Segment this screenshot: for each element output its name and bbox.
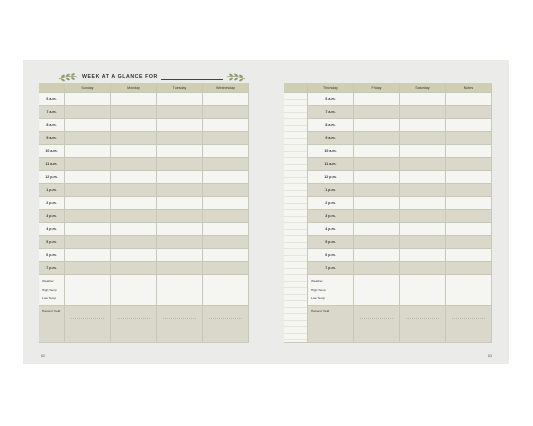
- schedule-slot[interactable]: [157, 93, 203, 106]
- schedule-slot[interactable]: [157, 145, 203, 158]
- schedule-slot[interactable]: [446, 197, 492, 210]
- notes-header: Notes: [446, 83, 492, 93]
- time-label: 3 p.m.: [308, 210, 354, 223]
- schedule-slot[interactable]: [446, 145, 492, 158]
- time-label: 2 p.m.: [308, 197, 354, 210]
- schedule-slot[interactable]: [203, 210, 249, 223]
- schedule-slot[interactable]: [354, 262, 400, 275]
- schedule-slot[interactable]: [354, 158, 400, 171]
- schedule-slot[interactable]: [446, 210, 492, 223]
- schedule-slot[interactable]: [65, 249, 111, 262]
- day-header: Friday: [354, 83, 400, 93]
- schedule-slot[interactable]: [65, 171, 111, 184]
- schedule-slot[interactable]: [400, 158, 446, 171]
- weather-label: Weather: [311, 279, 323, 283]
- time-label: 3 p.m.: [39, 210, 65, 223]
- schedule-slot[interactable]: [203, 93, 249, 106]
- page-title: [58, 72, 248, 82]
- weather-label: High Temp: [42, 287, 57, 292]
- harvest-entry[interactable]: [65, 306, 111, 343]
- harvest-entry[interactable]: [111, 306, 157, 343]
- schedule-slot[interactable]: [354, 210, 400, 223]
- schedule-slot[interactable]: [446, 262, 492, 275]
- schedule-slot[interactable]: [111, 171, 157, 184]
- time-label: 6 p.m.: [39, 249, 65, 262]
- time-label: 4 p.m.: [308, 223, 354, 236]
- schedule-slot[interactable]: [111, 197, 157, 210]
- schedule-slot[interactable]: [400, 184, 446, 197]
- schedule-slot[interactable]: [111, 223, 157, 236]
- schedule-slot[interactable]: [400, 236, 446, 249]
- weather-entry[interactable]: [354, 275, 400, 306]
- weather-entry[interactable]: [111, 275, 157, 306]
- schedule-slot[interactable]: [65, 236, 111, 249]
- weather-label: High Temp: [311, 287, 326, 292]
- schedule-slot[interactable]: [157, 158, 203, 171]
- schedule-slot[interactable]: [446, 184, 492, 197]
- schedule-slot[interactable]: [400, 171, 446, 184]
- schedule-slot[interactable]: [354, 249, 400, 262]
- day-header: Tuesday: [157, 83, 203, 93]
- schedule-slot[interactable]: [203, 249, 249, 262]
- right-week-grid: [284, 83, 492, 343]
- weather-labels: [308, 275, 354, 306]
- time-label: 10 a.m.: [308, 145, 354, 158]
- schedule-slot[interactable]: [203, 106, 249, 119]
- notes-lines: [284, 93, 307, 342]
- time-label: 11 a.m.: [39, 158, 65, 171]
- leaf-sprig-left-icon: [58, 72, 78, 82]
- weather-label: Low Temp: [311, 296, 326, 300]
- schedule-slot[interactable]: [400, 223, 446, 236]
- schedule-slot[interactable]: [400, 119, 446, 132]
- time-label: 6 a.m.: [308, 93, 354, 106]
- schedule-slot[interactable]: [111, 106, 157, 119]
- schedule-slot[interactable]: [400, 145, 446, 158]
- schedule-slot[interactable]: [446, 223, 492, 236]
- time-label: 1 p.m.: [308, 184, 354, 197]
- schedule-slot[interactable]: [446, 249, 492, 262]
- schedule-slot[interactable]: [203, 119, 249, 132]
- week-date-line[interactable]: [161, 74, 223, 80]
- left-week-grid: [39, 83, 249, 343]
- schedule-slot[interactable]: [400, 106, 446, 119]
- day-header: Monday: [111, 83, 157, 93]
- time-label: 7 a.m.: [308, 106, 354, 119]
- notes-area[interactable]: [284, 93, 308, 343]
- corner-cell: [284, 83, 308, 93]
- time-label: 5 p.m.: [308, 236, 354, 249]
- schedule-slot[interactable]: [446, 171, 492, 184]
- schedule-slot[interactable]: [354, 236, 400, 249]
- schedule-slot[interactable]: [111, 236, 157, 249]
- schedule-slot[interactable]: [65, 119, 111, 132]
- time-label: 8 a.m.: [39, 119, 65, 132]
- schedule-slot[interactable]: [354, 197, 400, 210]
- schedule-slot[interactable]: [203, 262, 249, 275]
- leaf-sprig-right-icon: [226, 72, 246, 82]
- schedule-slot[interactable]: [203, 132, 249, 145]
- schedule-slot[interactable]: [400, 249, 446, 262]
- schedule-slot[interactable]: [354, 93, 400, 106]
- schedule-slot[interactable]: [157, 132, 203, 145]
- schedule-slot[interactable]: [111, 262, 157, 275]
- schedule-slot[interactable]: [157, 249, 203, 262]
- schedule-slot[interactable]: [157, 184, 203, 197]
- schedule-slot[interactable]: [354, 106, 400, 119]
- time-label: 12 p.m.: [308, 171, 354, 184]
- schedule-slot[interactable]: [354, 119, 400, 132]
- harvest-yield-label: Harvest Yield: [39, 306, 65, 343]
- schedule-slot[interactable]: [157, 197, 203, 210]
- schedule-slot[interactable]: [203, 184, 249, 197]
- harvest-entry[interactable]: [203, 306, 249, 343]
- day-header: Wednesday: [203, 83, 249, 93]
- schedule-slot[interactable]: [65, 106, 111, 119]
- schedule-slot[interactable]: [111, 93, 157, 106]
- harvest-entry[interactable]: [400, 306, 446, 343]
- weather-label: Weather: [42, 279, 54, 283]
- schedule-slot[interactable]: [157, 171, 203, 184]
- schedule-slot[interactable]: [111, 210, 157, 223]
- time-label: 2 p.m.: [39, 197, 65, 210]
- weather-entry[interactable]: [446, 275, 492, 306]
- day-header: Saturday: [400, 83, 446, 93]
- schedule-slot[interactable]: [203, 197, 249, 210]
- day-header: Thursday: [308, 83, 354, 93]
- page-number-right: 63: [488, 354, 492, 358]
- schedule-slot[interactable]: [354, 184, 400, 197]
- harvest-entry[interactable]: [446, 306, 492, 343]
- weather-label: Low Temp: [42, 296, 57, 300]
- time-label: 8 a.m.: [308, 119, 354, 132]
- schedule-slot[interactable]: [65, 132, 111, 145]
- schedule-slot[interactable]: [354, 132, 400, 145]
- schedule-slot[interactable]: [354, 145, 400, 158]
- schedule-slot[interactable]: [65, 145, 111, 158]
- harvest-entry[interactable]: [157, 306, 203, 343]
- weather-entry[interactable]: [400, 275, 446, 306]
- schedule-slot[interactable]: [400, 132, 446, 145]
- time-label: 7 p.m.: [39, 262, 65, 275]
- schedule-slot[interactable]: [400, 93, 446, 106]
- time-label: 6 p.m.: [308, 249, 354, 262]
- harvest-yield-label: Harvest Yield: [308, 306, 354, 343]
- weather-entry[interactable]: [203, 275, 249, 306]
- schedule-slot[interactable]: [157, 236, 203, 249]
- schedule-slot[interactable]: [65, 262, 111, 275]
- schedule-slot[interactable]: [111, 158, 157, 171]
- schedule-slot[interactable]: [111, 249, 157, 262]
- schedule-slot[interactable]: [65, 223, 111, 236]
- schedule-slot[interactable]: [446, 106, 492, 119]
- time-label: 9 a.m.: [39, 132, 65, 145]
- schedule-slot[interactable]: [111, 119, 157, 132]
- schedule-slot[interactable]: [203, 145, 249, 158]
- page-number-left: 62: [41, 354, 45, 358]
- time-label: 4 p.m.: [39, 223, 65, 236]
- schedule-slot[interactable]: [65, 93, 111, 106]
- schedule-slot[interactable]: [446, 158, 492, 171]
- schedule-slot[interactable]: [446, 132, 492, 145]
- time-label: 11 a.m.: [308, 158, 354, 171]
- schedule-slot[interactable]: [65, 197, 111, 210]
- time-label: 1 p.m.: [39, 184, 65, 197]
- schedule-slot[interactable]: [446, 93, 492, 106]
- schedule-slot[interactable]: [111, 132, 157, 145]
- schedule-slot[interactable]: [157, 106, 203, 119]
- schedule-slot[interactable]: [400, 210, 446, 223]
- weather-entry[interactable]: [65, 275, 111, 306]
- schedule-slot[interactable]: [400, 262, 446, 275]
- corner-cell: [39, 83, 65, 93]
- schedule-slot[interactable]: [157, 210, 203, 223]
- week-at-a-glance-title: WEEK AT A GLANCE FOR: [82, 74, 158, 80]
- schedule-slot[interactable]: [157, 262, 203, 275]
- time-label: 9 a.m.: [308, 132, 354, 145]
- schedule-slot[interactable]: [354, 171, 400, 184]
- schedule-slot[interactable]: [157, 223, 203, 236]
- day-header: Sunday: [65, 83, 111, 93]
- schedule-slot[interactable]: [65, 158, 111, 171]
- schedule-slot[interactable]: [203, 236, 249, 249]
- time-label: 12 p.m.: [39, 171, 65, 184]
- harvest-entry[interactable]: [354, 306, 400, 343]
- time-label: 6 a.m.: [39, 93, 65, 106]
- time-label: 7 p.m.: [308, 262, 354, 275]
- weather-entry[interactable]: [157, 275, 203, 306]
- time-label: 10 a.m.: [39, 145, 65, 158]
- time-label: 7 a.m.: [39, 106, 65, 119]
- schedule-slot[interactable]: [111, 145, 157, 158]
- schedule-slot[interactable]: [203, 171, 249, 184]
- schedule-slot[interactable]: [400, 197, 446, 210]
- schedule-slot[interactable]: [446, 119, 492, 132]
- schedule-slot[interactable]: [203, 223, 249, 236]
- schedule-slot[interactable]: [111, 184, 157, 197]
- weather-labels: [39, 275, 65, 306]
- schedule-slot[interactable]: [203, 158, 249, 171]
- time-label: 5 p.m.: [39, 236, 65, 249]
- schedule-slot[interactable]: [157, 119, 203, 132]
- schedule-slot[interactable]: [65, 210, 111, 223]
- schedule-slot[interactable]: [446, 236, 492, 249]
- schedule-slot[interactable]: [354, 223, 400, 236]
- schedule-slot[interactable]: [65, 184, 111, 197]
